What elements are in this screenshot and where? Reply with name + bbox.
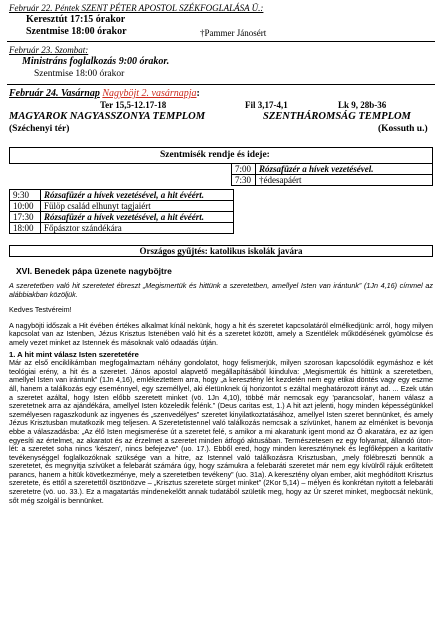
feb23-date: Február 23. Szombat: bbox=[9, 45, 89, 55]
mass-table-title: Szentmisék rendje és ideje: bbox=[160, 150, 270, 160]
mass-intention: †édesapáért bbox=[256, 175, 433, 186]
feb24-date bbox=[9, 88, 200, 99]
mass-time: 17:30 bbox=[10, 212, 41, 223]
reading-lk: Lk 9, 28b-36 bbox=[338, 100, 387, 110]
feb22-date: Február 22. Péntek SZENT PÉTER APOSTOL SZÉKFOGLALÁSA Ü.: bbox=[9, 3, 264, 13]
feb24-date-suffix: : bbox=[196, 88, 200, 99]
mass-time: 9:30 bbox=[10, 190, 41, 201]
mass-intention: Fülöp család elhunyt tagjaiért bbox=[41, 201, 234, 212]
article-greeting: Kedves Testvéreim! bbox=[9, 305, 72, 315]
church-left-name: MAGYAROK NAGYASSZONYA TEMPLOM bbox=[9, 111, 206, 122]
reading-fil: Fil 3,17-4,1 bbox=[245, 100, 288, 110]
mass-time: 7:30 bbox=[232, 175, 256, 186]
church-right-location: (Kossuth u.) bbox=[378, 124, 428, 134]
article-body bbox=[9, 282, 433, 505]
mass-table-right bbox=[231, 163, 433, 186]
table-row bbox=[232, 175, 433, 186]
table-row bbox=[10, 212, 234, 223]
article-paragraph: A nagyböjti időszak a Hit évében értékes alkalmat kínál nekünk, hogy a hit és szeretet kapcsolatáról elmélkedjünk: arról, hogy milyen kapcsolat van az Istenben, Jézus Krisztus Istenében való hit és a szeretet között, amely a Szentlélek működésének gyümölcse és amely vezet minket az Istennek és másoknak való odaadás útján. bbox=[9, 320, 433, 347]
article-heading: XVI. Benedek pápa üzenete nagyböjtre bbox=[16, 266, 172, 276]
mass-intention: Főpásztor szándékára bbox=[41, 223, 234, 234]
feb23-mass: Szentmise 18:00 órakor bbox=[34, 69, 125, 79]
feb22-mass: Szentmise 18:00 órakor bbox=[26, 26, 127, 37]
church-left-location: (Széchenyi tér) bbox=[9, 124, 70, 134]
table-row bbox=[232, 164, 433, 175]
feb24-date-prefix: Február 24. Vasárnap bbox=[9, 88, 100, 99]
reading-ter: Ter 15,5-12.17-18 bbox=[100, 100, 167, 110]
collection-notice: Országos gyűjtés: katolikus iskolák javára bbox=[9, 245, 433, 257]
mass-table-left bbox=[9, 189, 234, 234]
mass-time: 7:00 bbox=[232, 164, 256, 175]
table-row bbox=[10, 201, 234, 212]
article-intro: A szeretetben való hit szeretetet ébreszt „Megismertük és hittünk a szeretetben, amellyel Isten van irántunk” (1Jn 4,16) címmel az alábbiakban közöljük. bbox=[9, 281, 433, 299]
church-right-name: SZENTHÁROMSÁG TEMPLOM bbox=[263, 111, 411, 122]
mass-intention: Rózsafüzér a hívek vezetésével, a hit évéért. bbox=[41, 212, 234, 223]
article-section-heading: 1. A hit mint válasz Isten szeretetére bbox=[9, 349, 139, 359]
mass-time: 18:00 bbox=[10, 223, 41, 234]
mass-time: 10:00 bbox=[10, 201, 41, 212]
mass-table-title-frame bbox=[9, 147, 433, 164]
feb22-memorial: †Pammer Jánosért bbox=[200, 28, 267, 38]
feb23-ministrant: Ministráns foglalkozás 9:00 órakor. bbox=[22, 56, 170, 67]
article-paragraph: Már az első enciklikámban megfogalmaztam néhány gondolatot, hogy felismerjük, milyen szorosan kapcsolódik egymáshoz e két teológiai erény, a hit és a szeretet. János apostol alapvető megállapításából kiindulva: „Megismertük és hittünk a szeretetben, amellyel Isten van irántunk” (1Jn 4,16), emlékeztettem arra, hogy „a keresztény lét kezdetén nem egy etikai döntés vagy egy eszme áll, hanem a találkozás egy eseménnyel, egy személlyel, aki életünknek új horizontot s ezáltal meghatározott irányt ad. ... Ezek után a szeretet azáltal, hogy Isten előbb szeretett minket (vö. 1Jn 4,10), többé már nemcsak egy 'parancsolat', hanem válasz a szeretetnek arra az ajándékára, amellyel Isten közeledik felénk.” (Deus caritas est, 1.) A hit azt jelenti, hogy minden képességünkkel személyesen ragaszkodunk az ingyenes és „szenvedélyes” szeretet kinyilatkoztatásához, amellyel Isten szeret bennünket, és amely Jézus Krisztusban mutatkozik meg teljesen. A Szeretetistennel való találkozás nemcsak a szívünket, hanem az elménket is bevonja ebbe a válaszadásba: „Az élő Isten megismerése út a szeretet felé, s amikor a mi akaratunk igent mond az Ő akaratára, ez az igen egyesíti az értelmet, az akaratot és az érzelmet a szeretet minden átfogó aktusában. Természetesen ez egy folyamat, állandó úton-lét: a szeretet soha nincs 'készen', nincs befejezve” (uo. 17.). Ebből ered, hogy minden kereszténynek és legfőképpen a karitatív tevékenységgel foglalkozóknak szüksége van a hitre, az Istennel való találkozásra Krisztusban, „mely fölébreszti bennük a szeretetet, és megnyitja szívüket a felebarát számára úgy, hogy számukra a felebaráti szeretet már nem egy kívülről rájuk erőltetett parancs, hanem a hitük következménye, mely a szeretetben tevékeny” (uo. 31a). A keresztény olyan ember, akit meghódított Krisztus szeretete, és ettől a szeretettől ösztönözve – „Krisztus szeretete sürget minket” (2Kor 5,14) – mélyen és konkrétan nyitott a felebaráti szeretetre (vö. uo. 33.). Ez a magatartás mindenekelőtt annak tudatából születik meg, hogy az Úr szeret minket, megbocsát nekünk, sőt még szolgál is bennünket. bbox=[9, 358, 433, 505]
mass-intention: Rózsafüzér a hívek vezetésével. bbox=[256, 164, 433, 175]
divider bbox=[7, 84, 435, 85]
mass-intention: Rózsafüzér a hívek vezetésével, a hit évéért. bbox=[41, 190, 234, 201]
table-row bbox=[10, 223, 234, 234]
table-row bbox=[10, 190, 234, 201]
feb22-stations: Keresztút 17:15 órakor bbox=[26, 14, 126, 25]
divider bbox=[7, 41, 435, 42]
feb24-feast: Nagyböjt 2. vasárnapja bbox=[102, 88, 197, 99]
